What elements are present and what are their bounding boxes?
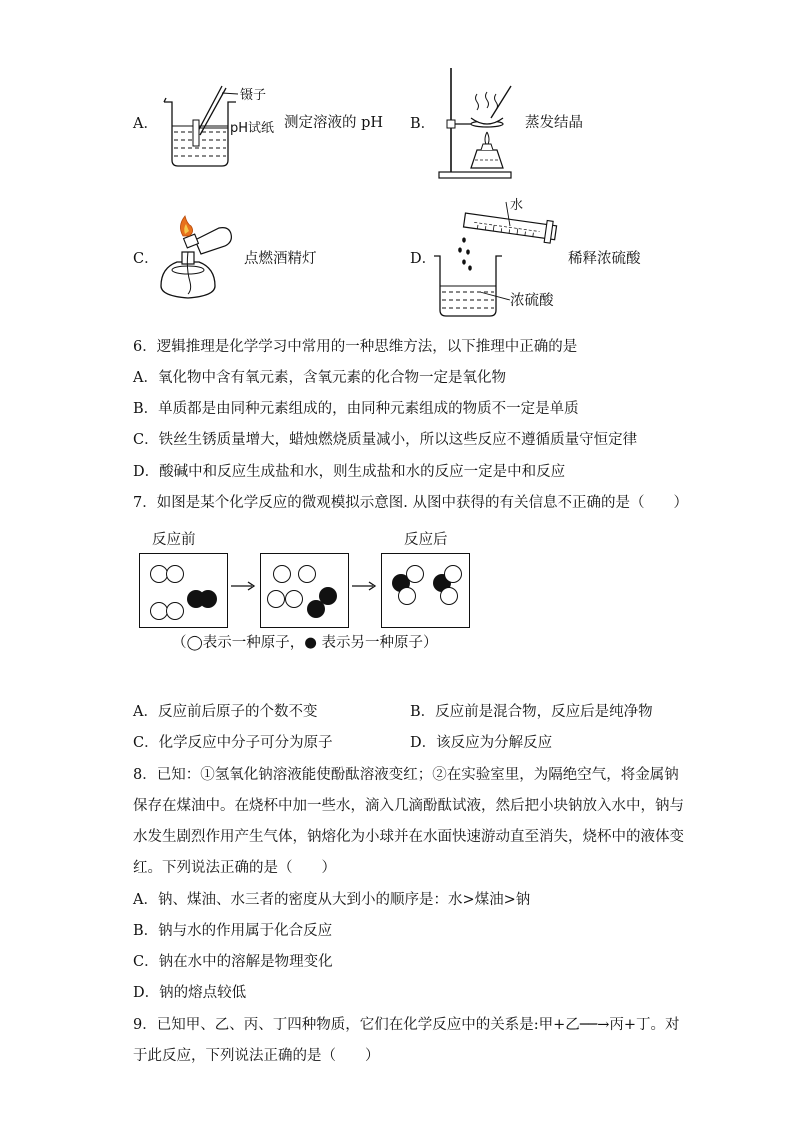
- q8-stem-line-2: 保存在煤油中。在烧杯中加一些水，滴入几滴酚酞试液，然后把小块钠放入水中，钠与: [133, 798, 684, 814]
- q8-option-b: B．钠与水的作用属于化合反应: [133, 923, 333, 939]
- q6-option-d: D．酸碱中和反应生成盐和水，则生成盐和水的反应一定是中和反应: [133, 464, 566, 480]
- label-before-reaction: 反应前: [152, 532, 196, 548]
- white-atom: [285, 590, 303, 608]
- reaction-box-after: [381, 553, 470, 628]
- reaction-box-before-2: [260, 553, 349, 628]
- q7-stem: 7．如图是某个化学反应的微观模拟示意图. 从图中获得的有关信息不正确的是（ ）: [133, 495, 688, 511]
- q6-stem: 6．逻辑推理是化学学习中常用的一种思维方法，以下推理中正确的是: [133, 339, 578, 355]
- option-d-letter: D．: [410, 251, 437, 267]
- q6-option-c: C．铁丝生锈质量增大，蜡烛燃烧质量减小，所以这些反应不遵循质量守恒定律: [133, 432, 638, 448]
- q7-option-a: A．反应前后原子的个数不变: [133, 704, 318, 720]
- option-b-letter: B．: [410, 116, 436, 132]
- q8-stem-line-3: 水发生剧烈作用产生气体，钠熔化为小球并在水面快速游动直至消失，烧杯中的液体变: [133, 829, 684, 845]
- option-a-caption: 测定溶液的 pH: [284, 115, 384, 131]
- option-b-caption: 蒸发结晶: [525, 115, 583, 131]
- label-after-reaction: 反应后: [404, 532, 448, 548]
- black-atom: [307, 600, 325, 618]
- black-atom: [199, 590, 217, 608]
- q8-stem-line-4: 红。下列说法正确的是（ ）: [133, 860, 336, 876]
- white-atom: [398, 587, 416, 605]
- arrow-icon: [351, 580, 377, 592]
- q6-option-b: B．单质都是由同种元素组成的，由同种元素组成的物质不一定是单质: [133, 401, 579, 417]
- white-atom: [267, 590, 285, 608]
- q7-option-b: B．反应前是混合物，反应后是纯净物: [410, 704, 653, 720]
- option-c-caption: 点燃酒精灯: [244, 251, 317, 267]
- white-atom: [444, 565, 462, 583]
- q9-stem-line-1: 9．已知甲、乙、丙、丁四种物质，它们在化学反应中的关系是:甲+乙──→丙+丁。对: [133, 1017, 680, 1033]
- label-concentrated-sulfuric-acid: 浓硫酸: [510, 293, 554, 309]
- label-ph-paper: pH试纸: [230, 121, 275, 136]
- q7-option-d: D．该反应为分解反应: [410, 735, 553, 751]
- white-atom: [406, 565, 424, 583]
- q8-option-c: C．钠在水中的溶解是物理变化: [133, 954, 333, 970]
- q6-option-a: A．氧化物中含有氧元素，含氧元素的化合物一定是氧化物: [133, 370, 506, 386]
- label-water: 水: [510, 198, 524, 213]
- evaporation-apparatus-figure: [433, 64, 523, 182]
- option-d-caption: 稀释浓硫酸: [568, 251, 641, 267]
- arrow-icon: [230, 580, 256, 592]
- white-atom: [273, 565, 291, 583]
- label-tweezers: 镊子: [240, 88, 267, 103]
- option-c-letter: C．: [133, 251, 159, 267]
- white-atom: [298, 565, 316, 583]
- option-a-letter: A．: [133, 116, 158, 132]
- q8-option-d: D．钠的熔点较低: [133, 985, 247, 1001]
- atom-legend: （◯表示一种原子，● 表示另一种原子）: [172, 635, 438, 651]
- lighting-alcohol-lamp-figure: [155, 210, 240, 304]
- white-atom: [440, 587, 458, 605]
- white-atom: [166, 602, 184, 620]
- reaction-box-before-1: [139, 553, 228, 628]
- q8-option-a: A．钠、煤油、水三者的密度从大到小的顺序是：水>煤油>钠: [133, 892, 531, 908]
- q7-option-c: C．化学反应中分子可分为原子: [133, 735, 333, 751]
- white-atom: [166, 565, 184, 583]
- q8-stem-line-1: 8．已知：①氢氧化钠溶液能使酚酞溶液变红；②在实验室里，为隔绝空气，将金属钠: [133, 767, 679, 783]
- q9-stem-line-2: 于此反应，下列说法正确的是（ ）: [133, 1048, 380, 1064]
